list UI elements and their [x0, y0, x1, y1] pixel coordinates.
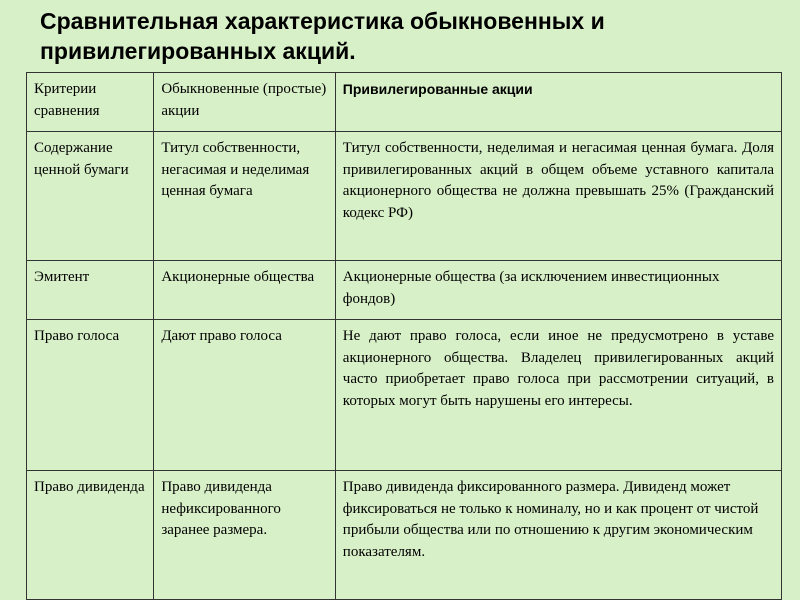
row-criterion: Право дивиденда [27, 471, 154, 600]
row-criterion: Право голоса [27, 320, 154, 471]
table-row [27, 471, 782, 600]
table-header-row [27, 73, 782, 132]
header-preferred: Привилегированные акции [335, 73, 781, 132]
row-ordinary: Титул собственности, негасимая и неделимая ценная бумага [154, 132, 335, 261]
header-ordinary: Обыкновенные (простые) акции [154, 73, 335, 132]
row-criterion: Эмитент [27, 261, 154, 320]
comparison-table [26, 72, 782, 600]
table-row [27, 261, 782, 320]
row-ordinary: Право дивиденда нефиксированного заранее размера. [154, 471, 335, 600]
row-preferred: Титул собственности, неделимая и негасимая ценная бумага. Доля привилегированных акций в общем объеме уставного капитала акционерного общества не должна превышать 25% (Гражданский кодекс РФ) [335, 132, 781, 261]
table-row [27, 320, 782, 471]
table-row [27, 132, 782, 261]
row-ordinary: Дают право голоса [154, 320, 335, 471]
row-criterion: Содержание ценной бумаги [27, 132, 154, 261]
page-title: Сравнительная характеристика обыкновенных и привилегированных акций. [40, 8, 605, 64]
row-preferred: Право дивиденда фиксированного размера. Дивиденд может фиксироваться не только к номиналу, но и как процент от чистой прибыли общества или по отношению к другим экономическим показателям. [335, 471, 781, 600]
row-preferred: Не дают право голоса, если иное не предусмотрено в уставе акционерного общества. Владелец привилегированных акций часто приобретает право голоса при рассмотрении ситуаций, в которых могут быть нарушены его интересы. [335, 320, 781, 471]
row-ordinary: Акционерные общества [154, 261, 335, 320]
header-criteria: Критерии сравнения [27, 73, 154, 132]
row-preferred: Акционерные общества (за исключением инвестиционных фондов) [335, 261, 781, 320]
